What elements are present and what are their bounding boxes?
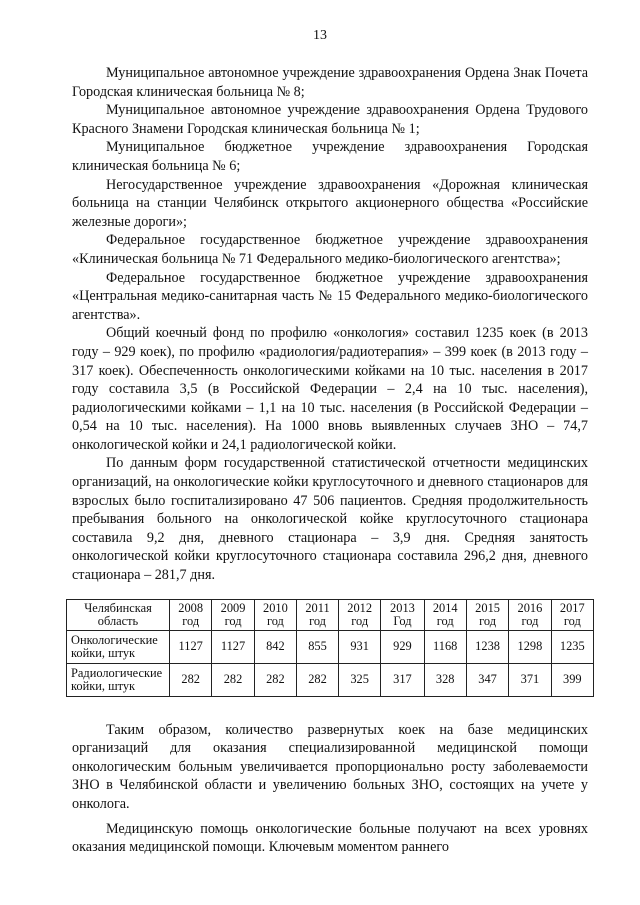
table-header-year: 2016 год (509, 599, 551, 630)
paragraph-institution-gkb6: Муниципальное бюджетное учреждение здравоохранения Городская клиническая больница № 6; (72, 139, 588, 174)
conclusion-block (72, 721, 588, 857)
paragraph-institution-gkb1: Муниципальное автономное учреждение здравоохранения Ордена Трудового Красного Знамени Городская клиническая больница № 1; (72, 102, 588, 137)
table-header-year: 2012 год (338, 599, 380, 630)
table-cell: 328 (424, 663, 466, 696)
paragraph-institution-msch15: Федеральное государственное бюджетное учреждение здравоохранения «Центральная медико-санитарная часть № 15 Федерального медико-биологического агентства». (72, 269, 588, 323)
table-cell: 855 (297, 630, 339, 663)
table-cell: 1298 (509, 630, 551, 663)
table-cell: 842 (254, 630, 296, 663)
table-cell: 317 (381, 663, 424, 696)
row-label: Радиологические койки, штук (67, 663, 170, 696)
row-label: Онкологические койки, штук (67, 630, 170, 663)
table-cell: 282 (170, 663, 212, 696)
table-cell: 282 (297, 663, 339, 696)
table-cell: 371 (509, 663, 551, 696)
table-cell: 1168 (424, 630, 466, 663)
table-header-year: 2008 год (170, 599, 212, 630)
paragraph-bed-fund: Общий коечный фонд по профилю «онкология» составил 1235 коек (в 2013 году – 929 коек), по профилю «радиология/радиотерапия» – 399 коек (в 2013 году – 317 коек). Обеспеченность онкологическими койками на 10 тыс. населения в 2017 году составила 3,5 (в Российской Федерации – 2,4 на 10 тыс. населения), радиологическими койками – 1,1 на 10 тыс. населения (в Российской Федерации – 0,54 на 10 тыс. населения). На 1000 вновь выявленных случаев ЗНО – 74,7 онкологической койки и 24,1 радиологической койки. (72, 325, 588, 453)
table-header-year: 2010 год (254, 599, 296, 630)
paragraph-institution-railway-hospital: Негосударственное учреждение здравоохранения «Дорожная клиническая больница на станции Челябинск открытого акционерного общества «Российские железные дороги»; (72, 176, 588, 230)
paragraph-institution-gkb8: Муниципальное автономное учреждение здравоохранения Ордена Знак Почета Городская клиническая больница № 8; (72, 65, 588, 100)
table-cell: 931 (338, 630, 380, 663)
table-cell: 1127 (212, 630, 254, 663)
table-cell: 347 (466, 663, 508, 696)
table-header-row (67, 599, 594, 630)
table-cell: 1127 (170, 630, 212, 663)
beds-table (66, 599, 594, 697)
table-cell: 929 (381, 630, 424, 663)
table-cell: 325 (338, 663, 380, 696)
table-header-year: 2017 год (551, 599, 593, 630)
table-cell: 1235 (551, 630, 593, 663)
table-header-region: Челябинская область (67, 599, 170, 630)
table-row-radiology-beds (67, 663, 594, 696)
table-header-year: 2015 год (466, 599, 508, 630)
document-body (72, 64, 588, 857)
table-header-year: 2013 Год (381, 599, 424, 630)
table-cell: 1238 (466, 630, 508, 663)
table-cell: 282 (212, 663, 254, 696)
page-number: 13 (313, 28, 327, 43)
table-cell: 399 (551, 663, 593, 696)
paragraph-hospitalization-stats: По данным форм государственной статистической отчетности медицинских организаций, на онкологические койки круглосуточного и дневного стационаров для взрослых было госпитализировано 47 506 пациентов. Средняя продолжительность пребывания больного на онкологической койке круглосуточного стационара составила 9,2 дня, дневного стационара – 3,9 дня. Средняя занятость онкологической койки круглосуточного стационара составила 296,2 дня, дневного стационара – 281,7 дня. (72, 455, 588, 584)
table-row-oncology-beds (67, 630, 594, 663)
paragraph-care-levels: Медицинскую помощь онкологические больные получают на всех уровнях оказания медицинской помощи. Ключевым моментом раннего (72, 820, 588, 856)
paragraph-institution-kb71: Федеральное государственное бюджетное учреждение здравоохранения «Клиническая больница № 71 Федерального медико-биологического агентства»; (72, 232, 588, 267)
table-header-year: 2014 год (424, 599, 466, 630)
paragraph-conclusion: Таким образом, количество развернутых коек на базе медицинских организаций для оказания специализированной медицинской помощи онкологическим больным увеличивается пропорционально росту заболеваемости ЗНО в Челябинской области и увеличению больных ЗНО, состоящих на учете у онколога. (72, 721, 588, 812)
table-header-year: 2009 год (212, 599, 254, 630)
table-cell: 282 (254, 663, 296, 696)
table-header-year: 2011 год (297, 599, 339, 630)
